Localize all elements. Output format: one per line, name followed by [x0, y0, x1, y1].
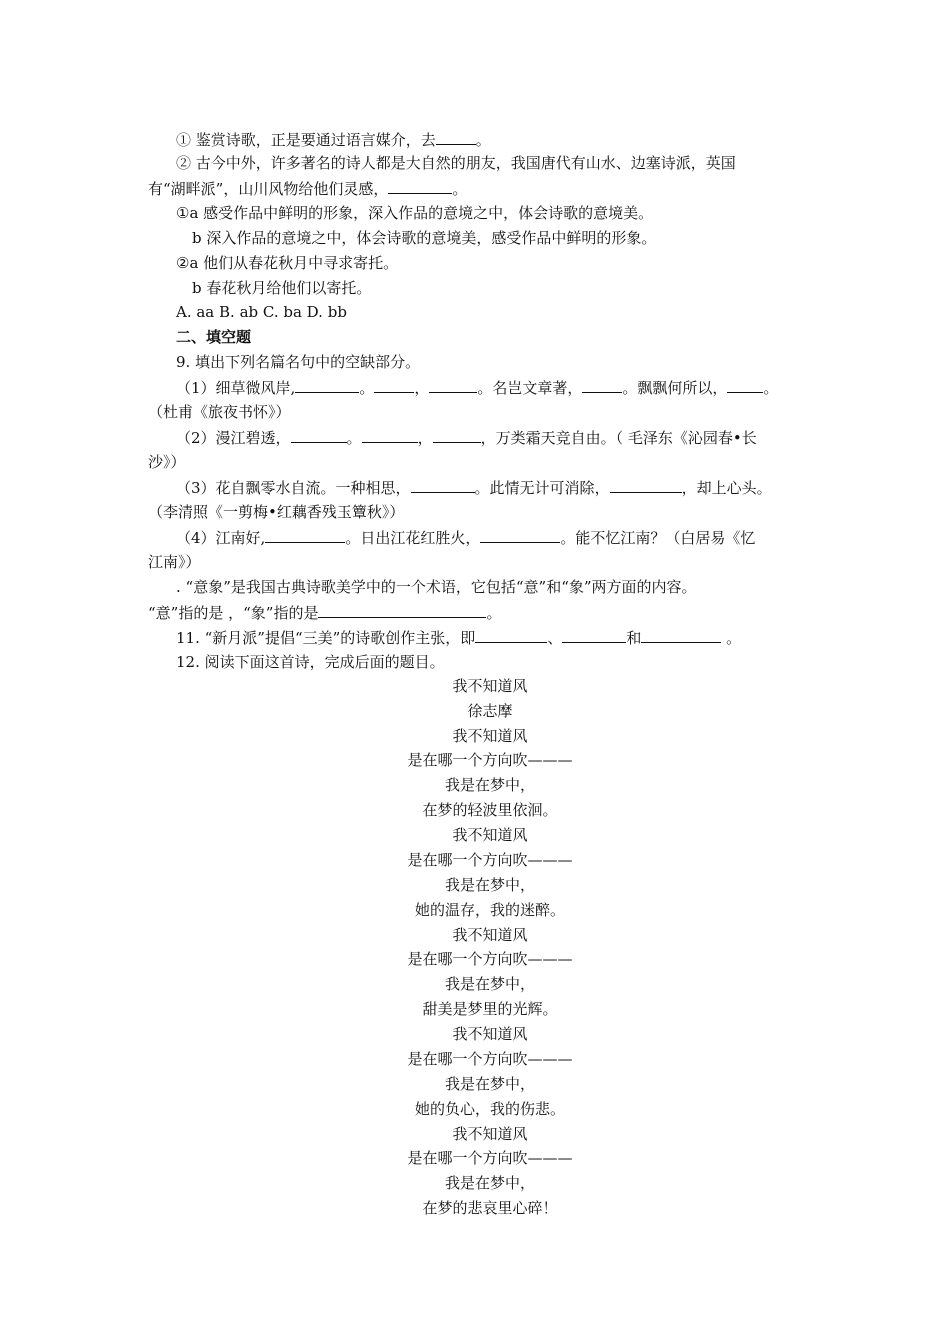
answer-blank	[727, 377, 763, 393]
poem-line: 我不知道风	[452, 826, 528, 844]
poem-line: 是在哪一个方向吹———	[407, 751, 573, 769]
question-9-item-1: （1）细草微风岸, 。 ， 。名岂文章著， 。飘飘何所以， 。	[176, 379, 779, 397]
poem-line: 在梦的轻波里依洄。	[422, 801, 558, 819]
poem-line: 我不知道风	[452, 1125, 528, 1143]
question-9-item-1-source: （杜甫《旅夜书怀》）	[148, 403, 291, 421]
answer-blank	[641, 627, 721, 643]
answer-blank	[388, 178, 452, 194]
question-8-item-1: ① 鉴赏诗歌，正是要通过语言媒介，去 。	[176, 131, 491, 149]
answer-blank	[562, 627, 626, 643]
answer-blank	[610, 477, 682, 493]
answer-choices: A. aa B. ab C. ba D. bb	[176, 303, 347, 321]
answer-blank	[374, 377, 414, 393]
answer-blank	[429, 377, 477, 393]
poem-line: 我不知道风	[452, 1025, 528, 1043]
poem-line: 我是在梦中，	[444, 1075, 535, 1093]
question-8-item-2: ② 古今中外，许多著名的诗人都是大自然的朋友，我国唐代有山水、边塞诗派，英国	[176, 154, 736, 172]
answer-blank	[291, 427, 347, 443]
poem-line: 是在哪一个方向吹———	[407, 950, 573, 968]
question-9-item-4-source: 江南》）	[148, 553, 201, 571]
poem-line: 在梦的悲哀里心碎！	[422, 1199, 558, 1217]
question-9-item-3: （3）花自飘零水自流。一种相思， 。此情无计可消除， ，却上心头。	[176, 479, 772, 497]
poem-line: 我是在梦中，	[444, 975, 535, 993]
option-1a: ①a 感受作品中鲜明的形象，深入作品的意境之中，体会诗歌的意境美。	[176, 204, 654, 222]
question-12: 12. 阅读下面这首诗，完成后面的题目。	[176, 653, 445, 671]
option-2a: ②a 他们从春花秋月中寻求寄托。	[176, 254, 399, 272]
answer-blank	[480, 527, 560, 543]
answer-blank	[295, 377, 359, 393]
answer-blank	[411, 477, 475, 493]
poem-line: 是在哪一个方向吹———	[407, 1050, 573, 1068]
poem-line: 是在哪一个方向吹———	[407, 1149, 573, 1167]
answer-blank	[436, 129, 476, 145]
question-9-item-2: （2）漫江碧透， 。 ， ，万类霜天竞自由。（ 毛泽东《沁园春•长	[176, 429, 757, 447]
question-11: 11. “新月派”提倡“三美”的诗歌创作主张，即 、 和 。	[176, 629, 742, 647]
poem-line: 她的温存，我的迷醉。	[414, 901, 565, 919]
answer-blank	[433, 427, 481, 443]
poem-line: 甜美是梦里的光辉。	[422, 1000, 558, 1018]
poem-title: 我不知道风	[452, 677, 528, 695]
question-10: . “意象”是我国古典诗歌美学中的一个术语，它包括“意”和“象”两方面的内容。	[176, 578, 697, 596]
question-9-item-4: （4）江南好, 。日出江花红胜火， 。能不忆江南？（白居易《忆	[176, 529, 756, 547]
poem-line: 我是在梦中，	[444, 776, 535, 794]
poem-line: 我不知道风	[452, 727, 528, 745]
poem-line: 她的负心，我的伤悲。	[414, 1100, 565, 1118]
answer-blank	[475, 627, 547, 643]
poem-line: 我是在梦中，	[444, 1174, 535, 1192]
answer-blank	[265, 527, 345, 543]
question-9-prompt: 9. 填出下列名篇名句中的空缺部分。	[176, 353, 421, 371]
question-8-item-2-cont: 有“湖畔派”，山川风物给他们灵感， 。	[148, 180, 468, 198]
answer-blank	[362, 427, 418, 443]
option-1b: b 深入作品的意境之中，体会诗歌的意境美，感受作品中鲜明的形象。	[192, 229, 657, 247]
poem-author: 徐志摩	[467, 702, 513, 720]
answer-blank	[582, 377, 622, 393]
option-2b: b 春花秋月给他们以寄托。	[192, 279, 372, 297]
poem-line: 我不知道风	[452, 926, 528, 944]
question-10-cont: “意”指的是 ，“象”指的是 。	[148, 604, 502, 622]
answer-blank	[318, 602, 486, 618]
question-9-item-3-source: （李清照《一剪梅•红藕香残玉簟秋》）	[148, 503, 405, 521]
section-heading: 二、填空题	[176, 328, 252, 346]
poem-line: 我是在梦中，	[444, 876, 535, 894]
question-9-item-2-source: 沙》）	[148, 453, 186, 471]
poem-line: 是在哪一个方向吹———	[407, 851, 573, 869]
